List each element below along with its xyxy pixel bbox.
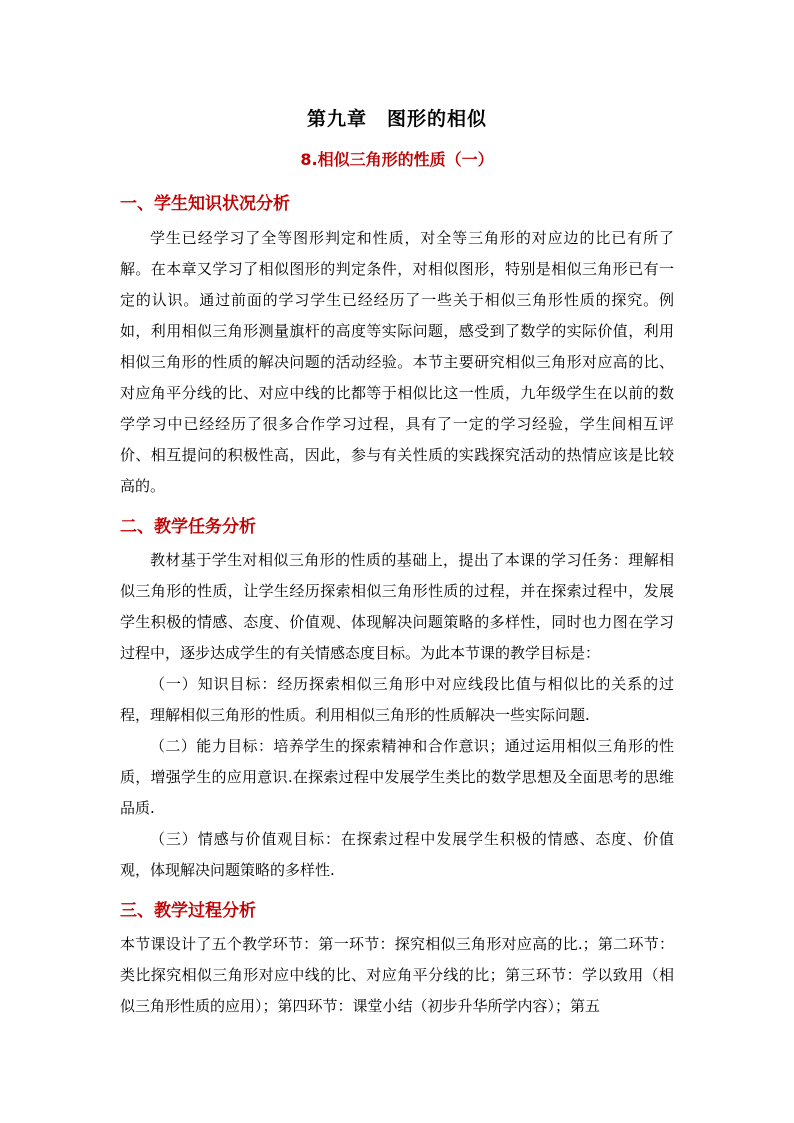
paragraph-student-analysis: 学生已经学习了全等图形判定和性质，对全等三角形的对应边的比已有所了解。在本章又学习了相似图形的判定条件，对相似图形，特别是相似三角形已有一定的认识。通过前面的学习学生已经经历了一些关于相似三角形性质的探究。例如，利用相似三角形测量旗杆的高度等实际问题，感受到了数学的实际价值，利用相似三角形的性质的解决问题的活动经验。本节主要研究相似三角形对应高的比、对应角平分线的比、对应中线的比都等于相似比这一性质，九年级学生在以前的数学学习中已经经历了很多合作学习过程，具有了一定的学习经验，学生间相互评价、相互提问的积极性高，因此，参与有关性质的实践探究活动的热情应该是比较高的。 bbox=[120, 229, 674, 495]
section-heading-student-analysis: 一、学生知识状况分析 bbox=[120, 194, 290, 214]
paragraph-process-analysis: 本节课设计了五个教学环节：第一环节：探究相似三角形对应高的比.；第二环节：类比探究相似三角形对应中线的比、对应角平分线的比；第三环节：学以致用（相似三角形性质的应用）；第四环节：课堂小结（初步升华所学内容）；第五 bbox=[120, 935, 674, 1015]
section-heading-task-analysis: 二、教学任务分析 bbox=[120, 517, 256, 537]
lesson-title: 8.相似三角形的性质（一） bbox=[300, 150, 494, 169]
section-heading-process-analysis: 三、教学过程分析 bbox=[120, 901, 256, 921]
chapter-title: 第九章 图形的相似 bbox=[306, 108, 487, 130]
paragraph-ability-goal: （二）能力目标：培养学生的探索精神和合作意识；通过运用相似三角形的性质，增强学生的应用意识.在探索过程中发展学生类比的数学思想及全面思考的思维品质. bbox=[120, 737, 674, 817]
paragraph-emotion-goal: （三）情感与价值观目标：在探索过程中发展学生积极的情感、态度、价值观，体现解决问题策略的多样性. bbox=[120, 830, 674, 879]
paragraph-task-analysis: 教材基于学生对相似三角形的性质的基础上，提出了本课的学习任务：理解相似三角形的性质，让学生经历探索相似三角形性质的过程，并在探索过程中，发展学生积极的情感、态度、价值观、体现解决问题策略的多样性，同时也力图在学习过程中，逐步达成学生的有关情感态度目标。为此本节课的教学目标是： bbox=[120, 551, 674, 662]
paragraph-knowledge-goal: （一）知识目标：经历探索相似三角形中对应线段比值与相似比的关系的过程，理解相似三角形的性质。利用相似三角形的性质解决一些实际问题. bbox=[120, 675, 674, 724]
